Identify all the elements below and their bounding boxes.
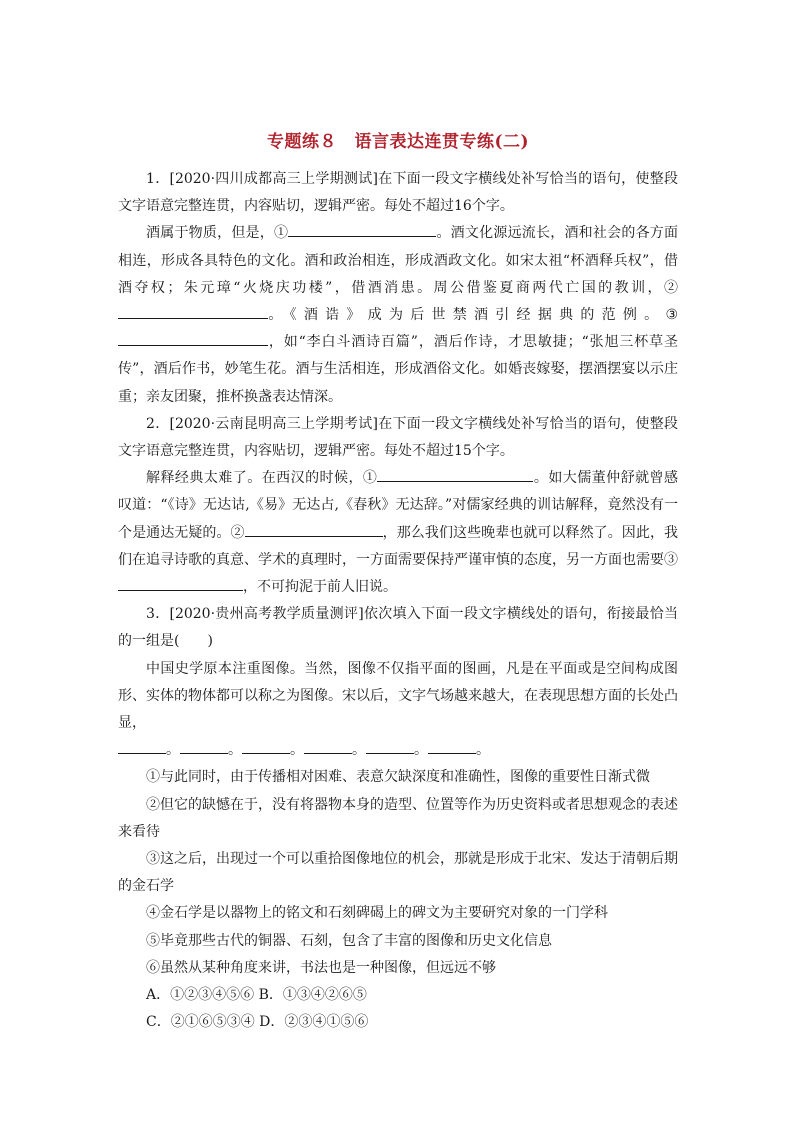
q1-blank-2[interactable] — [118, 303, 268, 319]
q3-dot-3: 。 — [290, 742, 304, 759]
q3-blank-2[interactable] — [180, 738, 228, 754]
q3-passage — [118, 656, 678, 738]
q3-blank-5[interactable] — [366, 738, 414, 754]
q3-blank-1[interactable] — [118, 738, 166, 754]
q1-prompt: 1．[2020·四川成都高三上学期测试]在下面一段文字横线处补写恰当的语句，使整段文字语意完整连贯，内容贴切，逻辑严密。每处不超过16个字。 — [118, 171, 678, 215]
q3-options-ab — [118, 982, 678, 1009]
q3-blank-3[interactable] — [242, 738, 290, 754]
q1-text-c: ② — [664, 279, 678, 296]
q1-text-b: 。酒文化源远流长，酒和社会的各方面相连，形成各具特色的文化。酒和政治相连，形成酒政文化。如宋太祖“杯酒释兵权”，借酒夺权；朱元璋“火烧庆功楼”，借酒消患。周公借鉴夏商两代亡国的教训， — [118, 225, 679, 296]
q3-blank-4[interactable] — [304, 738, 352, 754]
q3-item-5: ⑤毕竟那些古代的铜器、石刻，包含了丰富的图像和历史文化信息 — [146, 932, 552, 949]
q3-option-d[interactable]: D．②③④①⑤⑥ — [259, 1014, 369, 1031]
q3-blank-6[interactable] — [428, 738, 476, 754]
q3-dot-4: 。 — [352, 742, 366, 759]
q3-dot-1: 。 — [166, 742, 180, 759]
q1-text-a: 酒属于物质，但是，① — [146, 225, 289, 242]
q2-text-b: 。如大儒董仲舒就曾感叹道：“《诗》无达诂,《易》无达占,《春秋》无达辞。”对儒家经典的训诂解释，竟然没有一个是通达无疑的。② — [118, 470, 679, 541]
q3-option-b[interactable]: B．①③④②⑥⑤ — [258, 987, 367, 1004]
q3-item-2: ②但它的缺憾在于，没有将器物本身的造型、位置等作为历史资料或者思想观念的表述来看待 — [118, 796, 678, 840]
q3-dot-5: 。 — [414, 742, 428, 759]
q3-dot-2: 。 — [228, 742, 242, 759]
q3-item-3: ③这之后，出现过一个可以重拾图像地位的机会，那就是形成于北宋、发达于清朝后期的金石学 — [118, 851, 678, 895]
q3-dot-6: 。 — [476, 742, 490, 759]
q3-item-6: ⑥虽然从某种角度来讲，书法也是一种图像，但远远不够 — [146, 959, 496, 976]
q3-option-c[interactable]: C．②①⑥⑤③④ — [146, 1014, 255, 1031]
q3-text: 中国史学原本注重图像。当然，图像不仅指平面的图画，凡是在平面或是空间构成图形、实体的物体都可以称之为图像。宋以后，文字气场越来越大，在表现思想方面的长处凸显， — [118, 660, 678, 732]
q2-text-c: ，那么我们这些晚辈也就可以释然了。因此，我们在追寻诗歌的真意、学术的真理时，一方面需要保持严谨审慎的态度，另一方面也需要③ — [118, 524, 679, 568]
page-title: 专题练８ 语言表达连贯专练(二) — [266, 132, 530, 152]
q3-item-4: ④金石学是以器物上的铭文和石刻碑碣上的碑文为主要研究对象的一门学科 — [146, 905, 608, 922]
q3-option-a[interactable]: A．①②③④⑤⑥ — [146, 987, 255, 1004]
q3-options-cd — [118, 1009, 678, 1036]
q2-text-d: ，不可拘泥于前人旧说。 — [243, 579, 397, 596]
q2-blank-1[interactable] — [377, 466, 533, 482]
q2-text-a: 解释经典太难了。在西汉的时候，① — [146, 470, 378, 487]
q2-prompt: 2．[2020·云南昆明高三上学期考试]在下面一段文字横线处补写恰当的语句，使整段文字语意完整连贯，内容贴切，逻辑严密。每处不超过15个字。 — [118, 415, 678, 460]
q1-blank-1[interactable] — [288, 221, 436, 237]
q1-text-f: ，如“李白斗酒诗百篇”，酒后作诗，才思敏捷；“张旭三杯草圣传”，酒后作书，妙笔生花。酒与生活相连，形成酒俗文化。如婚丧嫁娶，摆酒摆宴以示庄重；亲友团聚，推杯换盏表达情深。 — [118, 334, 678, 405]
q1-text-d: 。《酒诰》成为后世禁酒引经据典的范例。 — [268, 307, 666, 324]
q1-text-e: ③ — [665, 307, 678, 324]
q2-passage — [118, 465, 678, 601]
q3-item-1: ①与此同时，由于传播相对困难、表意欠缺深度和准确性，图像的重要性日渐式微 — [146, 769, 650, 786]
worksheet-page — [118, 130, 678, 1037]
q2-blank-3[interactable] — [118, 575, 243, 591]
q1-blank-3[interactable] — [118, 330, 268, 346]
q2-blank-2[interactable] — [245, 521, 383, 537]
q3-blank-row — [118, 737, 678, 764]
q3-prompt: 3．[2020·贵州高考教学质量测评]依次填入下面一段文字横线处的语句，衔接最恰当的一组是( ) — [118, 606, 678, 650]
q1-passage — [118, 220, 678, 410]
